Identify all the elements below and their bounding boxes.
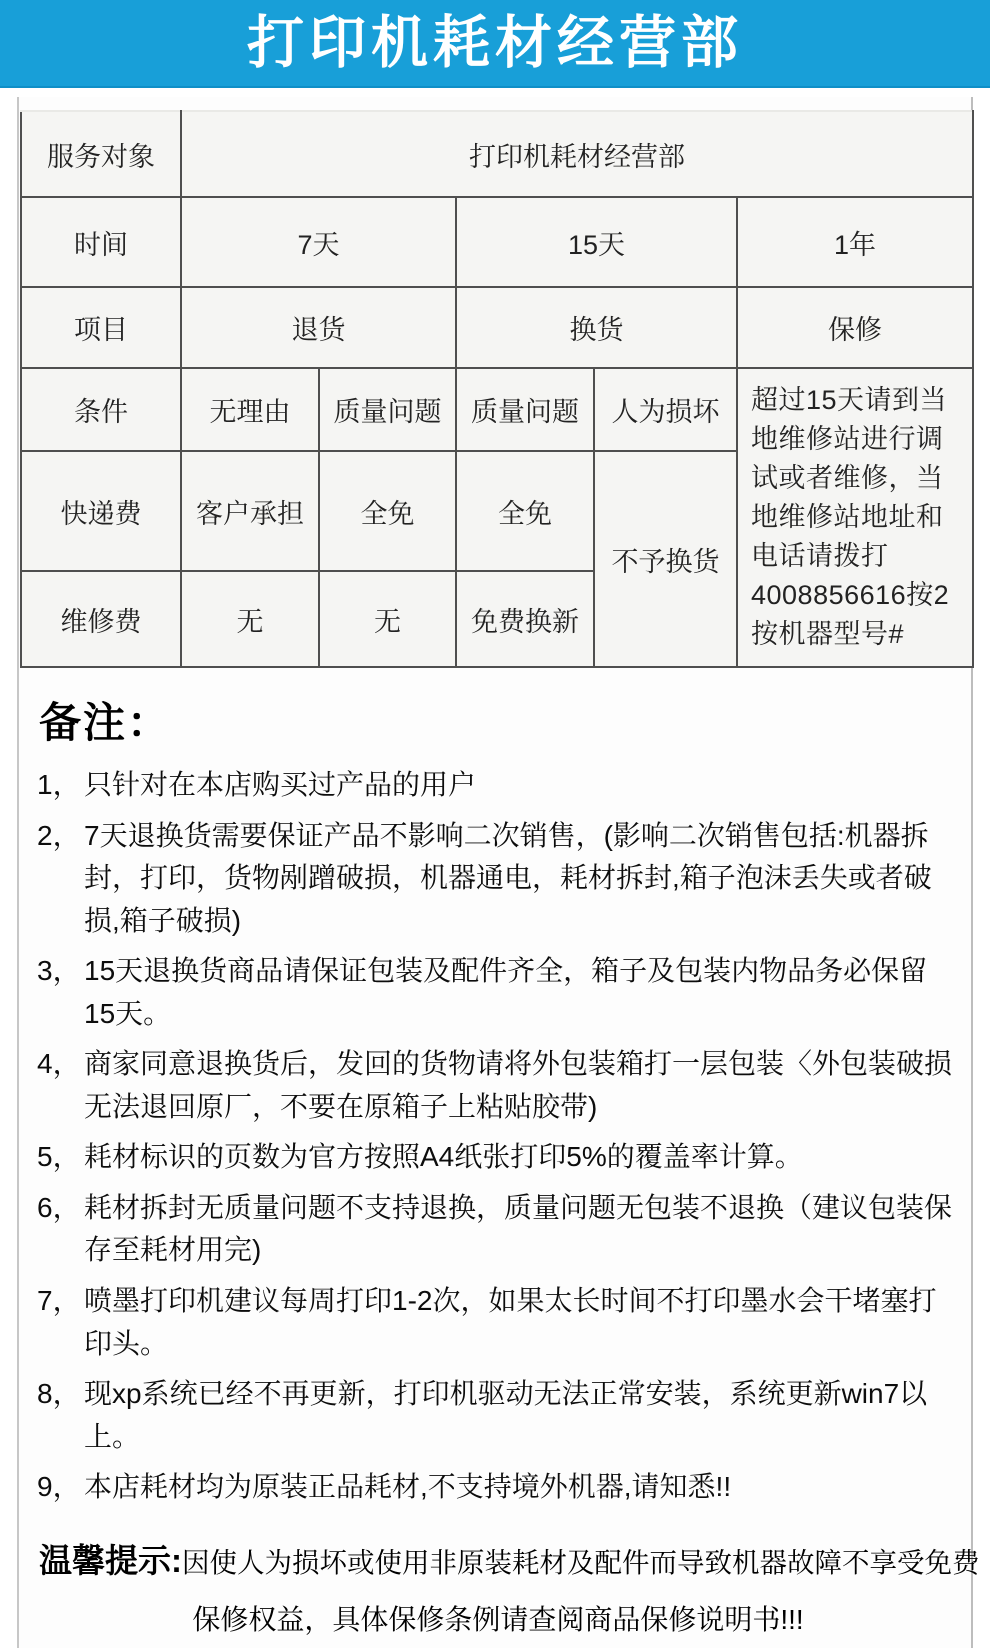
table-row-condition [21, 368, 973, 451]
condition-quality-2: 质量问题 [456, 368, 594, 451]
service-target-label: 服务对象 [21, 111, 181, 197]
no-exchange-cell: 不予换货 [594, 451, 737, 667]
note-text: 7天退换货需要保证产品不影响二次销售，(影响二次销售包括:机器拆封，打印，货物剐蹭破损，机器通电，耗材拆封,箱子泡沫丢失或者破损,箱子破损) [84, 819, 932, 936]
shipping-label: 快递费 [21, 451, 181, 571]
header-banner [0, 0, 990, 88]
shipping-free-2: 全免 [456, 451, 594, 571]
note-item-5 [37, 1136, 953, 1179]
note-number: 5， [37, 1141, 81, 1173]
item-return-value: 退货 [181, 287, 456, 368]
content-panel [17, 97, 980, 1648]
item-label: 项目 [21, 287, 181, 368]
notes-section [19, 690, 971, 1509]
table-row-item [21, 287, 973, 368]
note-item-9 [37, 1466, 953, 1509]
condition-label: 条件 [21, 368, 181, 451]
service-target-value: 打印机耗材经营部 [181, 111, 973, 197]
note-number: 6， [37, 1191, 81, 1223]
warm-tips-line2: 保修权益，具体保修条例请查阅商品保修说明书!!! [192, 1603, 804, 1635]
warm-tips-line1 [39, 1535, 980, 1582]
note-item-4 [37, 1043, 953, 1128]
note-item-2 [37, 815, 953, 943]
note-item-7 [37, 1280, 953, 1365]
note-text: 15天退换货商品请保证包装及配件齐全，箱子及包装内物品务必保留15天。 [84, 955, 928, 1029]
condition-man-made: 人为损坏 [594, 368, 737, 451]
note-text: 商家同意退换货后，发回的货物请将外包装箱打一层包装〈外包装破损无法退回原厂，不要在原箱子上粘贴胶带) [84, 1048, 953, 1122]
note-item-3 [37, 950, 953, 1035]
page-title: 打印机耗材经营部 [247, 10, 743, 75]
service-policy-table [20, 110, 974, 668]
note-item-1 [37, 764, 953, 807]
table-row-service-target [21, 111, 973, 197]
warm-tips-text: 因使人为损坏或使用非原装耗材及配件而导致机器故障不享受免费 [182, 1546, 980, 1578]
item-exchange-value: 换货 [456, 287, 737, 368]
note-number: 2， [37, 819, 81, 851]
note-number: 4， [37, 1048, 81, 1080]
time-return-value: 7天 [181, 197, 456, 287]
note-text: 现xp系统已经不再更新，打印机驱动无法正常安装，系统更新win7以上。 [84, 1378, 928, 1452]
repair-none-2: 无 [319, 571, 456, 667]
time-exchange-value: 15天 [456, 197, 737, 287]
note-number: 9， [37, 1471, 81, 1503]
note-text: 本店耗材均为原装正品耗材,不支持境外机器,请知悉!! [84, 1471, 732, 1503]
note-number: 7， [37, 1285, 81, 1317]
note-item-8 [37, 1373, 953, 1458]
repair-free-replace: 免费换新 [456, 571, 594, 667]
note-text: 只针对在本店购买过产品的用户 [84, 769, 477, 800]
note-number: 1， [37, 769, 81, 800]
shipping-free-1: 全免 [319, 451, 456, 571]
repair-none-1: 无 [181, 571, 319, 667]
shipping-customer-pays: 客户承担 [181, 451, 319, 571]
note-number: 3， [37, 955, 81, 987]
time-label: 时间 [21, 197, 181, 287]
note-item-6 [37, 1187, 953, 1272]
warm-tips-label: 温馨提示: [39, 1541, 182, 1579]
warm-tips-section [19, 1535, 980, 1638]
service-station-note: 超过15天请到当地维修站进行调试或者维修，当地维修站地址和电话请拨打4008856616按2按机器型号# [737, 368, 973, 667]
note-text: 耗材标识的页数为官方按照A4纸张打印5%的覆盖率计算。 [84, 1141, 803, 1173]
repair-label: 维修费 [21, 571, 181, 667]
notes-title: 备注： [39, 699, 172, 746]
time-warranty-value: 1年 [737, 197, 973, 287]
item-warranty-value: 保修 [737, 287, 973, 368]
note-text: 耗材拆封无质量问题不支持退换，质量问题无包装不退换（建议包装保存至耗材用完) [84, 1191, 953, 1266]
note-text: 喷墨打印机建议每周打印1-2次，如果太长时间不打印墨水会干堵塞打印头。 [84, 1285, 937, 1359]
table-row-time [21, 197, 973, 287]
note-number: 8， [37, 1378, 81, 1410]
condition-quality-1: 质量问题 [319, 368, 456, 451]
condition-no-reason: 无理由 [181, 368, 319, 451]
